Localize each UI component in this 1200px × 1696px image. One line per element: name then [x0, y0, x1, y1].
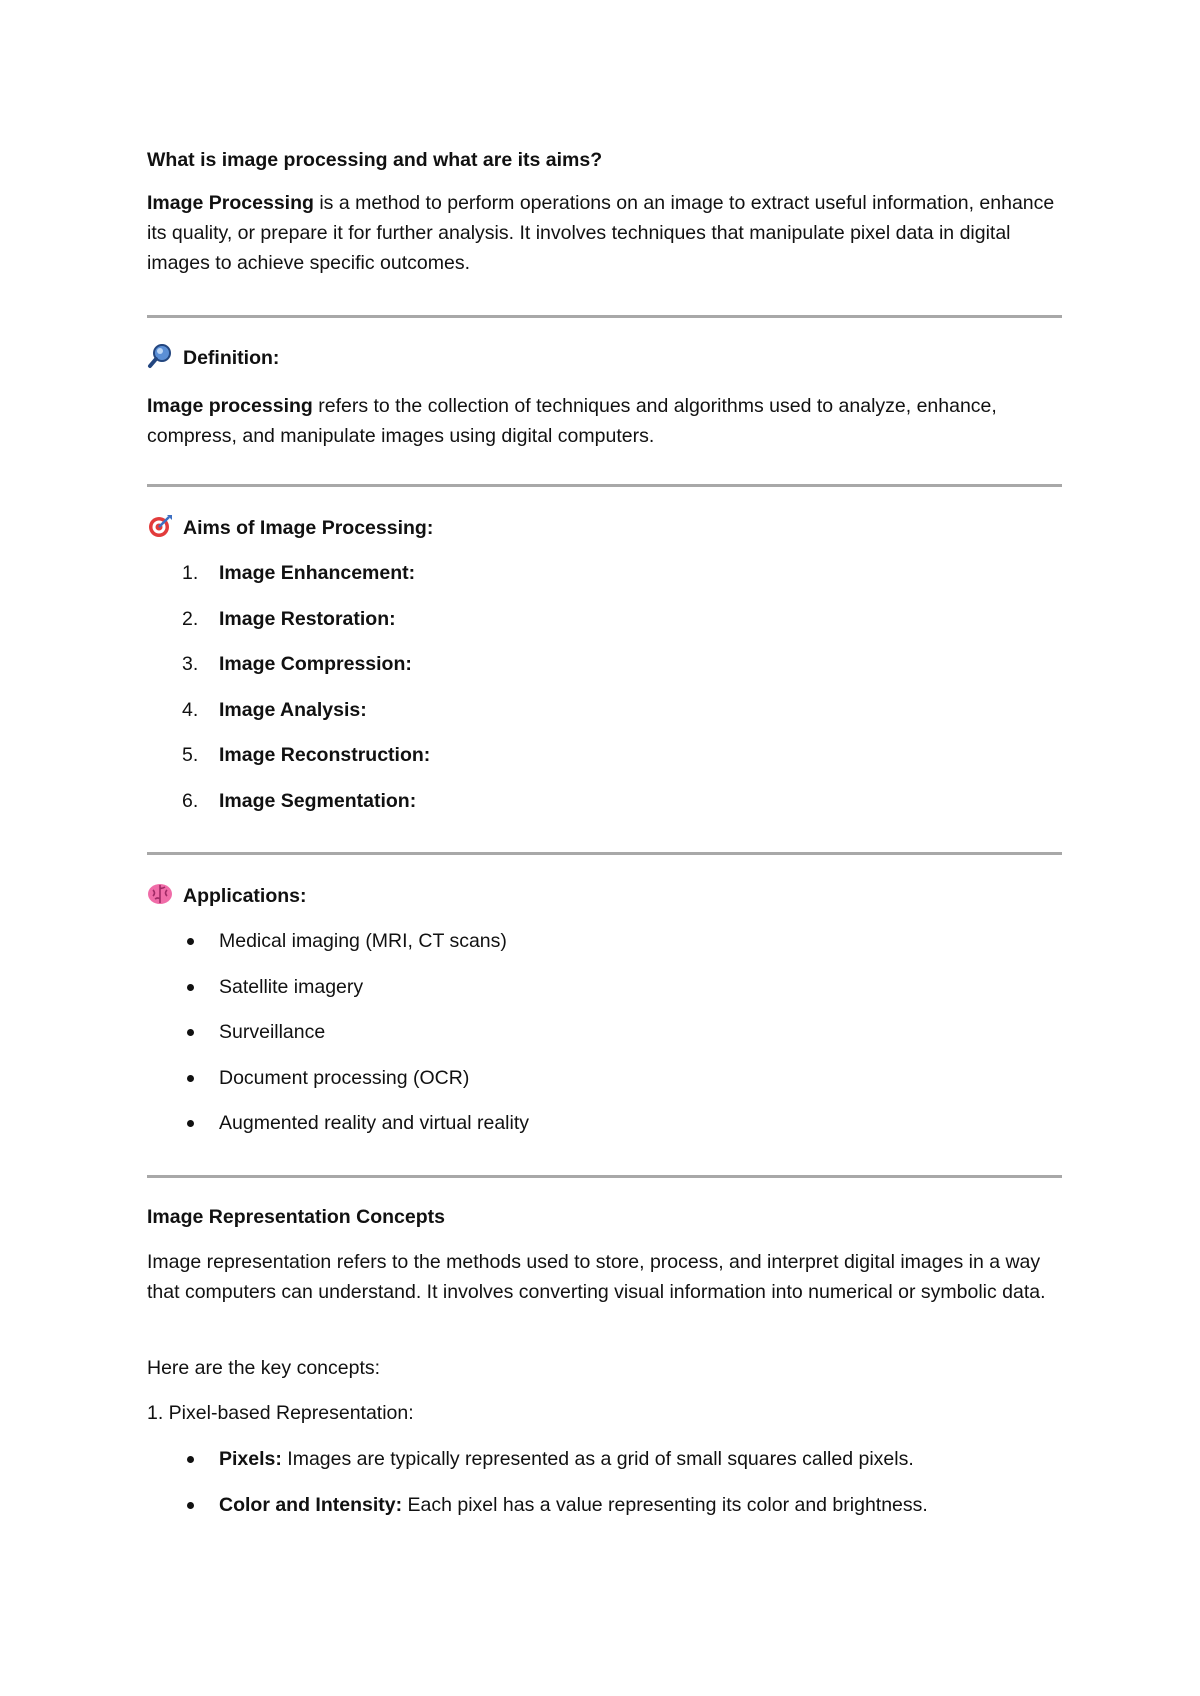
bullet	[187, 1456, 194, 1463]
definition-heading: Definition:	[183, 347, 280, 369]
representation-heading: Image Representation Concepts	[147, 1206, 445, 1228]
divider	[147, 1175, 1062, 1178]
divider	[147, 484, 1062, 487]
target-icon	[147, 513, 173, 539]
divider	[147, 852, 1062, 855]
bullet	[187, 938, 194, 945]
definition-paragraph	[147, 391, 1062, 451]
definition-heading-row	[147, 343, 279, 373]
bullet	[187, 1120, 194, 1127]
brain-icon	[147, 881, 173, 907]
aims-heading-row	[147, 513, 433, 543]
question-heading: What is image processing and what are its aims?	[147, 149, 603, 171]
representation-paragraph: Image representation refers to the methods used to store, process, and interpret digital images in a way that computers can understand. It involves converting visual information into numerical or symbolic data.	[147, 1251, 1046, 1303]
bullet	[187, 984, 194, 991]
aims-heading: Aims of Image Processing:	[183, 517, 434, 539]
intro-text: is a method to perform operations on an image to extract useful information, enhance its quality, or prepare it for further analysis. It involves techniques that manipulate pixel data in digital images to achieve specific outcomes.	[147, 192, 1055, 274]
applications-heading: Applications:	[183, 885, 307, 907]
definition-text: refers to the collection of techniques and algorithms used to analyze, enhance, compress, and manipulate images using digital computers.	[147, 395, 997, 447]
intro-paragraph	[147, 188, 1062, 278]
bullet	[187, 1502, 194, 1509]
applications-heading-row	[147, 881, 307, 911]
bullet	[187, 1029, 194, 1036]
key-concepts-intro: Here are the key concepts:	[147, 1357, 381, 1379]
magnifying-glass-icon	[147, 343, 173, 369]
intro-bold-term: Image Processing	[147, 192, 314, 214]
definition-bold-term: Image processing	[147, 395, 313, 417]
divider	[147, 315, 1062, 318]
pixel-representation-heading: 1. Pixel-based Representation:	[147, 1402, 414, 1424]
bullet	[187, 1075, 194, 1082]
